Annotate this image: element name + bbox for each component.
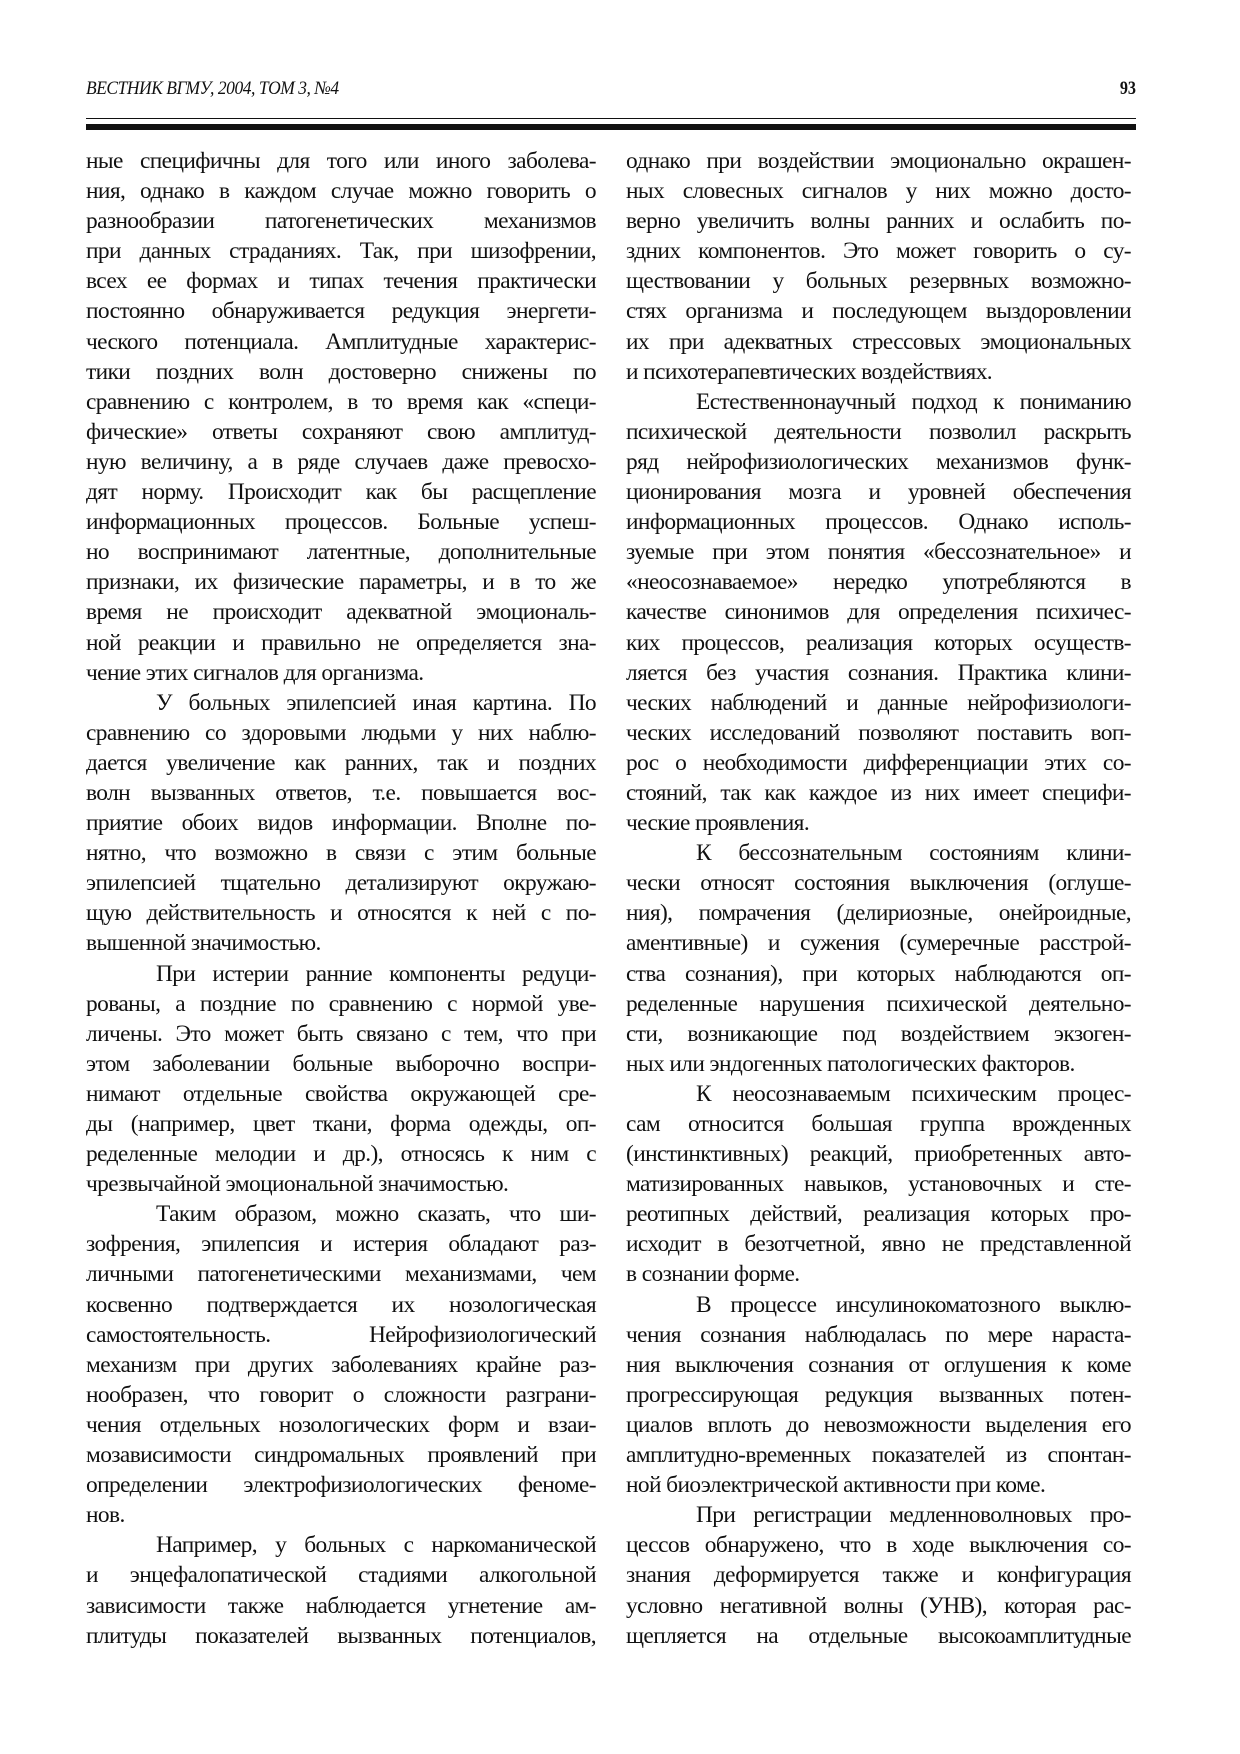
text-line: ния, однако в каждом случае можно говорить о: [86, 178, 596, 205]
text-line: сравнению со здоровыми людьми у них наблю-: [86, 719, 596, 746]
text-line: разнообразии патогенетических механизмов: [86, 208, 596, 235]
text-line: ной биоэлектрической активности при коме.: [626, 1472, 1046, 1499]
text-line: чение этих сигналов для организма.: [86, 659, 424, 686]
text-line: верно увеличить волны ранних и ослабить по-: [626, 208, 1131, 235]
text-line: У больных эпилепсией иная картина. По: [156, 689, 596, 716]
text-line: ряд нейрофизиологических механизмов функ-: [626, 448, 1131, 475]
text-line: При регистрации медленноволновых про-: [696, 1502, 1131, 1529]
text-line: дят норму. Происходит как бы расщепление: [86, 479, 596, 506]
text-line: циалов вплоть до невозможности выделения его: [626, 1411, 1131, 1438]
text-line: исходит в безотчетной, явно не представленной: [626, 1231, 1131, 1258]
text-line: однако при воздействии эмоционально окрашен-: [626, 148, 1131, 174]
text-line: сравнению с контролем, в то время как «специ-: [86, 388, 596, 415]
text-line: дается увеличение как ранних, так и поздних: [86, 749, 596, 776]
text-line: рованы, а поздние по сравнению с нормой уве-: [86, 990, 596, 1017]
text-line: ческого потенциала. Амплитудные характерис-: [86, 328, 596, 355]
text-line: чрезвычайной эмоциональной значимостью.: [86, 1171, 509, 1198]
text-line: ной реакции и правильно не определяется зна-: [86, 629, 596, 656]
text-line: признаки, их физические параметры, и в то же: [86, 569, 596, 596]
text-line: ных словесных сигналов у них можно досто-: [626, 178, 1131, 205]
text-line: чески относят состояния выключения (оглуше-: [626, 870, 1131, 897]
text-line: Естественнонаучный подход к пониманию: [696, 388, 1131, 415]
text-line: знания деформируется также и конфигурация: [626, 1562, 1131, 1589]
header-rule-thick: [86, 124, 1136, 130]
text-line: и энцефалопатической стадиями алкогольной: [86, 1562, 596, 1589]
text-line: ляется без участия сознания. Практика клини-: [626, 659, 1131, 686]
text-line: приятие обоих видов информации. Вполне по-: [86, 810, 596, 837]
text-line: ределенные нарушения психической деятельно-: [626, 990, 1131, 1017]
text-line: ществовании у больных резервных возможно-: [626, 268, 1131, 295]
text-line: К бессознательным состояниям клини-: [696, 840, 1131, 867]
text-line: ческих наблюдений и данные нейрофизиологи-: [626, 689, 1131, 716]
text-line: но воспринимают латентные, дополнительные: [86, 539, 596, 566]
text-line: ния выключения сознания от оглушения к коме: [626, 1351, 1131, 1378]
text-line: их при адекватных стрессовых эмоциональных: [626, 328, 1131, 355]
text-line: постоянно обнаруживается редукция энергети-: [86, 298, 596, 325]
text-line: сти, возникающие под воздействием экзоген-: [626, 1020, 1131, 1047]
text-line: цессов обнаружено, что в ходе выключения со-: [626, 1532, 1131, 1559]
text-line: Например, у больных с наркоманической: [156, 1532, 596, 1559]
page-number: 93: [1119, 78, 1136, 99]
text-line: и психотерапевтических воздействиях.: [626, 358, 993, 385]
text-line: всех ее формах и типах течения практически: [86, 268, 596, 295]
text-line: фические» ответы сохраняют свою амплитуд-: [86, 418, 596, 445]
running-header: [86, 78, 1136, 138]
text-line: тики поздних волн достоверно снижены по: [86, 358, 596, 385]
text-line: ды (например, цвет ткани, форма одежды, оп-: [86, 1111, 596, 1137]
text-line: Таким образом, можно сказать, что ши-: [156, 1201, 596, 1228]
text-line: щую действительность и относятся к ней с по-: [86, 900, 596, 927]
text-line: чения сознания наблюдалась по мере нараста-: [626, 1321, 1131, 1348]
text-line: ческих исследований позволяют поставить воп-: [626, 719, 1131, 746]
text-line: прогрессирующая редукция вызванных потен-: [626, 1381, 1131, 1408]
text-line: ния), помрачения (делириозные, онейроидные,: [626, 900, 1131, 927]
text-line: эпилепсией тщательно детализируют окружаю-: [86, 870, 596, 897]
text-line: щепляется на отдельные высокоамплитудные: [626, 1622, 1131, 1649]
text-line: амплитудно-временных показателей из спонтан-: [626, 1442, 1131, 1469]
text-line: зависимости также наблюдается угнетение ам-: [86, 1592, 596, 1619]
journal-title: ВЕСТНИК ВГМУ, 2004, ТОМ 3, №4: [86, 78, 339, 99]
text-line: матизированных навыков, установочных и сте-: [626, 1171, 1131, 1198]
text-line: стояний, так как каждое из них имеет специфи-: [626, 779, 1131, 806]
text-line: волн вызванных ответов, т.е. повышается вос-: [86, 779, 596, 806]
text-line: качестве синонимов для определения психичес-: [626, 599, 1131, 626]
text-line: психической деятельности позволил раскрыть: [626, 418, 1131, 445]
text-line: личены. Это может быть связано с тем, что при: [86, 1020, 596, 1047]
text-line: время не происходит адекватной эмоциональ-: [86, 599, 596, 626]
text-line: косвенно подтверждается их нозологическая: [86, 1291, 596, 1318]
text-line: в сознании форме.: [626, 1261, 800, 1288]
text-line: реотипных действий, реализация которых про-: [626, 1201, 1131, 1228]
text-line: рос о необходимости дифференциации этих со-: [626, 749, 1131, 776]
text-line: При истерии ранние компоненты редуци-: [156, 960, 596, 987]
text-line: нятно, что возможно в связи с этим больные: [86, 840, 596, 867]
text-line: ства сознания), при которых наблюдаются оп-: [626, 960, 1131, 987]
header-rule-thin: [86, 118, 1136, 119]
text-line: мозависимости синдромальных проявлений при: [86, 1442, 596, 1469]
text-line: аментивные) и сужения (сумеречные расстрой-: [626, 930, 1131, 957]
left-text-column: [86, 146, 596, 1651]
text-line: плитуды показателей вызванных потенциалов,: [86, 1622, 596, 1649]
text-line: нообразен, что говорит о сложности разграни-: [86, 1381, 596, 1408]
text-line: этом заболевании больные выборочно воспри-: [86, 1050, 596, 1077]
text-line: при данных страданиях. Так, при шизофрении,: [86, 238, 596, 265]
text-line: чения отдельных нозологических форм и взаи-: [86, 1411, 596, 1438]
text-line: стях организма и последующем выздоровлении: [626, 298, 1131, 325]
text-line: нимают отдельные свойства окружающей сре-: [86, 1080, 596, 1107]
text-line: сам относится большая группа врожденных: [626, 1111, 1131, 1137]
text-line: ные специфичны для того или иного заболева-: [86, 148, 596, 174]
text-line: В процессе инсулинокоматозного выклю-: [696, 1291, 1131, 1318]
text-line: определении электрофизиологических феноме-: [86, 1472, 596, 1499]
text-line: условно негативной волны (УНВ), которая рас-: [626, 1592, 1131, 1619]
text-line: ную величину, а в ряде случаев даже превосхо-: [86, 448, 596, 475]
text-line: ных или эндогенных патологических факторов.: [626, 1050, 1075, 1077]
right-text-column: [626, 146, 1131, 1651]
text-line: здних компонентов. Это может говорить о су-: [626, 238, 1131, 265]
text-line: зофрения, эпилепсия и истерия обладают раз-: [86, 1231, 596, 1258]
text-line: самостоятельность. Нейрофизиологический: [86, 1321, 596, 1348]
text-line: информационных процессов. Больные успеш-: [86, 509, 596, 536]
text-line: ких процессов, реализация которых осуществ-: [626, 629, 1131, 656]
text-line: вышенной значимостью.: [86, 930, 321, 957]
text-line: нов.: [86, 1502, 125, 1529]
text-line: ределенные мелодии и др.), относясь к ним с: [86, 1141, 596, 1168]
text-line: (инстинктивных) реакций, приобретенных авто-: [626, 1141, 1131, 1168]
text-line: информационных процессов. Однако исполь-: [626, 509, 1131, 536]
text-line: личными патогенетическими механизмами, чем: [86, 1261, 596, 1288]
text-line: механизм при других заболеваниях крайне раз-: [86, 1351, 596, 1378]
text-line: ционирования мозга и уровней обеспечения: [626, 479, 1131, 506]
text-line: «неосознаваемое» нередко употребляются в: [626, 569, 1131, 596]
text-line: К неосознаваемым психическим процес-: [696, 1080, 1131, 1107]
text-line: ческие проявления.: [626, 810, 810, 837]
text-line: зуемые при этом понятия «бессознательное» и: [626, 539, 1131, 566]
